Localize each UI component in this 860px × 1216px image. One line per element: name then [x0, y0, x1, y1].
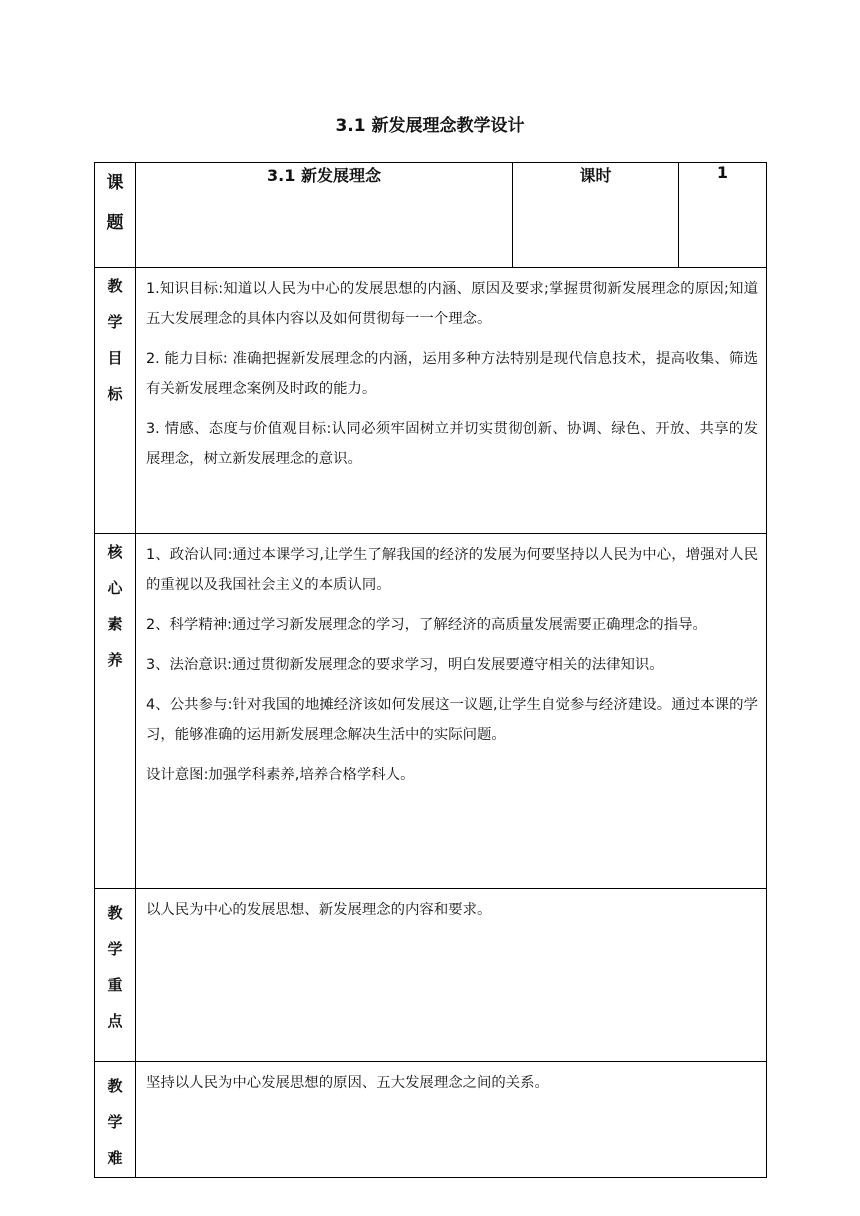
difficulties-label: 教 学 难 — [107, 1077, 123, 1167]
key-points-content — [136, 889, 767, 1062]
objectives-content — [136, 268, 767, 534]
objective-ability: 2. 能力目标: 准确把握新发展理念的内涵，运用多种方法特别是现代信息技术，提高收集、筛选有关新发展理念案例及时政的能力。 — [146, 351, 758, 397]
difficulties-row — [95, 1062, 767, 1178]
core-literacy-label-cell — [95, 534, 136, 889]
core-literacy-label: 核 心 素 养 — [107, 543, 123, 669]
literacy-participation: 4、公共参与:针对我国的地摊经济该如何发展这一议题,让学生自觉参与经济建设。通过本课的学习，能够准确的运用新发展理念解决生活中的实际问题。 — [146, 697, 758, 743]
key-points-row — [95, 889, 767, 1062]
key-points-label-cell — [95, 889, 136, 1062]
document-title: 3.1 新发展理念教学设计 — [335, 116, 525, 136]
objectives-label: 教 学 目 标 — [107, 277, 123, 403]
objective-knowledge: 1.知识目标:知道以人民为中心的发展思想的内涵、原因及要求;掌握贯彻新发展理念的原因;知道五大发展理念的具体内容以及如何贯彻每一一个理念。 — [146, 281, 758, 327]
difficulties-label-cell — [95, 1062, 136, 1178]
core-literacy-content — [136, 534, 767, 889]
objectives-row — [95, 268, 767, 534]
design-intent: 设计意图:加强学科素养,培养合格学科人。 — [146, 767, 415, 783]
difficulties-text: 坚持以人民为中心发展思想的原因、五大发展理念之间的关系。 — [146, 1075, 549, 1091]
hours-label: 课时 — [513, 163, 679, 268]
topic-label: 课 题 — [106, 173, 124, 233]
hours-value: 1 — [679, 163, 767, 268]
objectives-label-cell — [95, 268, 136, 534]
key-points-text: 以人民为中心的发展思想、新发展理念的内容和要求。 — [146, 902, 492, 918]
difficulties-content — [136, 1062, 767, 1178]
topic-label-cell — [95, 163, 136, 268]
core-literacy-row — [95, 534, 767, 889]
lesson-plan-table — [94, 162, 767, 1178]
literacy-science: 2、科学精神:通过学习新发展理念的学习，了解经济的高质量发展需要正确理念的指导。 — [146, 617, 707, 633]
literacy-political: 1、政治认同:通过本课学习,让学生了解我国的经济的发展为何要坚持以人民为中心，增强对人民的重视以及我国社会主义的本质认同。 — [146, 547, 758, 593]
topic-value: 3.1 新发展理念 — [136, 163, 513, 268]
topic-row — [95, 163, 767, 268]
key-points-label: 教 学 重 点 — [107, 904, 123, 1030]
objective-attitude: 3. 情感、态度与价值观目标:认同必须牢固树立并切实贯彻创新、协调、绿色、开放、共享的发展理念，树立新发展理念的意识。 — [146, 421, 758, 467]
literacy-law: 3、法治意识:通过贯彻新发展理念的要求学习，明白发展要遵守相关的法律知识。 — [146, 657, 664, 673]
